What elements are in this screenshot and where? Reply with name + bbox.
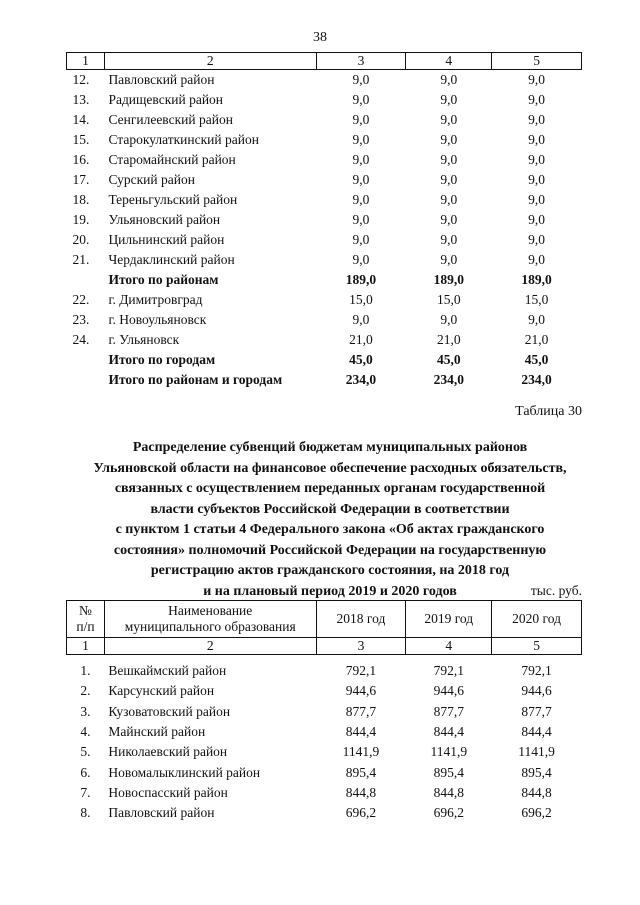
value-2020: 944,6	[521, 683, 552, 699]
column-index-cell: 1	[67, 53, 105, 70]
value-2018: 895,4	[345, 764, 377, 780]
row-number: 8.	[80, 805, 91, 821]
table-row	[67, 661, 582, 681]
table-row	[67, 230, 582, 250]
value-2019: 877,7	[433, 703, 464, 719]
value-2019: 189,0	[433, 272, 464, 287]
value-2018: 9,0	[352, 92, 370, 107]
title-line: состояния» полномочий Российской Федерации на государственную	[113, 542, 547, 558]
municipality-name: Итого по городам	[108, 352, 216, 367]
row-number: 19.	[72, 212, 90, 227]
municipality-name: Радищевский район	[108, 92, 224, 107]
row-number: 5.	[80, 744, 91, 760]
value-2018: 9,0	[352, 212, 370, 227]
title-line: с пунктом 1 статьи 4 Федерального закона «Об актах гражданского	[115, 522, 545, 537]
title-line: регистрацию актов гражданского состояния, на 2018 год	[150, 563, 510, 578]
municipality-name: г. Ульяновск	[108, 332, 180, 347]
value-2020: 895,4	[521, 764, 552, 780]
row-number: 17.	[72, 172, 90, 187]
value-2018: 1141,9	[342, 744, 380, 760]
row-number: 2.	[80, 683, 91, 699]
value-2019: 9,0	[440, 232, 458, 247]
row-number: 20.	[72, 232, 90, 247]
row-number	[67, 370, 105, 390]
column-index-row	[67, 638, 582, 655]
value-2019: 9,0	[440, 132, 458, 147]
value-2019: 1141,9	[430, 744, 468, 760]
value-2018: 9,0	[352, 112, 370, 127]
table-row	[67, 210, 582, 230]
table-row	[67, 190, 582, 210]
column-index-cell: 3	[316, 638, 406, 655]
value-2019: 696,2	[433, 805, 464, 821]
value-2020: 9,0	[528, 72, 546, 87]
column-index-cell: 5	[492, 638, 582, 655]
table-row	[67, 783, 582, 803]
value-2018: 9,0	[352, 232, 370, 247]
column-index-cell: 5	[492, 53, 582, 70]
value-2020: 234,0	[521, 372, 552, 387]
table-row	[67, 150, 582, 170]
column-index-cell: 2	[104, 638, 316, 655]
value-2019: 792,1	[433, 663, 464, 679]
municipality-name: Цильнинский район	[108, 232, 225, 247]
table-title	[40, 438, 620, 602]
municipality-name: Итого по районам и городам	[108, 372, 283, 387]
column-index-cell: 3	[316, 53, 406, 70]
value-2020: 9,0	[528, 232, 546, 247]
municipality-name: Павловский район	[108, 72, 215, 87]
value-2018: 9,0	[352, 192, 370, 207]
value-2020: 844,8	[521, 784, 552, 800]
row-number	[67, 270, 105, 290]
municipality-name: г. Новоульяновск	[108, 312, 207, 327]
value-2018: 944,6	[345, 683, 377, 699]
value-2020: 696,2	[521, 805, 552, 821]
municipality-name: Старомайнский район	[108, 152, 236, 167]
table-row	[67, 762, 582, 782]
value-2019: 234,0	[433, 372, 464, 387]
table-row	[67, 330, 582, 350]
value-2020: 9,0	[528, 252, 546, 267]
municipality-name: Тереньгульский район	[108, 192, 238, 207]
value-2019: 9,0	[440, 252, 458, 267]
municipality-name: Павловский район	[108, 805, 215, 821]
value-2020: 21,0	[524, 332, 549, 347]
row-number: 15.	[72, 132, 90, 147]
value-2020: 9,0	[528, 92, 546, 107]
row-number: 13.	[72, 92, 90, 107]
value-2018: 844,8	[345, 784, 377, 800]
units-label: тыс. руб.	[530, 583, 582, 598]
value-2019: 9,0	[440, 192, 458, 207]
row-number: 6.	[80, 764, 91, 780]
value-2018: 9,0	[352, 72, 370, 87]
table-row	[67, 742, 582, 762]
value-2018: 9,0	[352, 252, 370, 267]
page-number: 38	[313, 30, 327, 45]
value-2018: 696,2	[345, 805, 377, 821]
municipality-name: Старокулаткинский район	[108, 132, 259, 147]
table-row	[67, 110, 582, 130]
column-index-cell: 1	[67, 638, 105, 655]
value-2018: 15,0	[349, 292, 373, 307]
column-index-cell: 4	[406, 53, 492, 70]
column-index-row	[67, 53, 582, 70]
header-year-2018: 2018 год	[316, 601, 406, 638]
value-2020: 9,0	[528, 112, 546, 127]
row-number: 12.	[72, 72, 90, 87]
municipality-name: Вешкаймский район	[108, 663, 227, 679]
municipality-name: Чердаклинский район	[108, 252, 235, 267]
row-number: 14.	[72, 112, 90, 127]
value-2019: 21,0	[436, 332, 461, 347]
row-number: 21.	[72, 252, 90, 267]
header-municipality: Наименование муниципального образования	[104, 601, 316, 638]
total-row	[67, 370, 582, 390]
row-number: 4.	[80, 724, 91, 740]
subsidy-table-continued	[66, 52, 582, 390]
value-2019: 9,0	[440, 112, 458, 127]
row-number: 7.	[80, 784, 91, 800]
municipality-name: Новоспасский район	[108, 784, 228, 800]
value-2018: 234,0	[345, 372, 377, 387]
table-row	[67, 70, 582, 91]
value-2020: 9,0	[528, 212, 546, 227]
row-number: 3.	[80, 703, 91, 719]
value-2019: 9,0	[440, 92, 458, 107]
value-2020: 45,0	[524, 352, 549, 367]
table-row	[67, 722, 582, 742]
table-row	[67, 681, 582, 701]
row-number: 16.	[72, 152, 90, 167]
table-row	[67, 803, 582, 823]
value-2020: 9,0	[528, 192, 546, 207]
value-2020: 792,1	[521, 663, 552, 679]
table-label: Таблица 30	[515, 404, 582, 419]
header-year-2020: 2020 год	[492, 601, 582, 638]
municipality-name: Николаевский район	[108, 744, 228, 760]
value-2019: 944,6	[433, 683, 464, 699]
value-2019: 844,4	[433, 724, 464, 740]
value-2020: 844,4	[521, 724, 552, 740]
value-2020: 9,0	[528, 132, 546, 147]
value-2018: 9,0	[352, 152, 370, 167]
title-line: Распределение субвенций бюджетам муниципальных районов	[132, 440, 528, 455]
value-2018: 21,0	[349, 332, 373, 347]
value-2019: 895,4	[433, 764, 464, 780]
value-2019: 45,0	[436, 352, 461, 367]
value-2020: 9,0	[528, 152, 546, 167]
value-2018: 9,0	[352, 312, 370, 327]
value-2020: 9,0	[528, 312, 546, 327]
table-row	[67, 130, 582, 150]
municipality-name: Сенгилеевский район	[108, 112, 233, 127]
municipality-name: Майнский район	[108, 724, 206, 740]
row-number	[67, 350, 105, 370]
value-2019: 9,0	[440, 172, 458, 187]
row-number: 23.	[72, 312, 90, 327]
municipality-name: Сурский район	[108, 172, 195, 187]
header-number: № п/п	[67, 601, 105, 638]
row-number: 24.	[72, 332, 90, 347]
value-2019: 844,8	[433, 784, 464, 800]
municipality-name: г. Димитровград	[108, 292, 203, 307]
value-2018: 9,0	[352, 172, 370, 187]
header-row	[67, 601, 582, 638]
header-year-2019: 2019 год	[406, 601, 492, 638]
value-2018: 45,0	[349, 352, 373, 367]
row-number: 1.	[80, 663, 91, 679]
column-index-cell: 2	[104, 53, 316, 70]
value-2020: 1141,9	[518, 744, 555, 760]
municipality-name: Кузоватовский район	[108, 703, 231, 719]
municipality-name: Итого по районам	[108, 272, 219, 287]
title-line: и на плановый период 2019 и 2020 годов	[203, 583, 457, 599]
municipality-name: Карсунский район	[108, 683, 215, 699]
value-2020: 9,0	[528, 172, 546, 187]
table-row	[67, 310, 582, 330]
title-line: власти субъектов Российской Федерации в соответствии	[150, 501, 510, 517]
value-2018: 9,0	[352, 132, 370, 147]
value-2018: 189,0	[345, 272, 377, 287]
row-number: 22.	[72, 292, 90, 307]
column-index-cell: 4	[406, 638, 492, 655]
value-2019: 15,0	[436, 292, 461, 307]
value-2020: 189,0	[521, 272, 552, 287]
value-2018: 844,4	[345, 724, 377, 740]
municipality-name: Новомалыклинский район	[108, 764, 261, 780]
value-2019: 9,0	[440, 312, 458, 327]
value-2020: 15,0	[524, 292, 549, 307]
row-number: 18.	[72, 192, 90, 207]
table-row	[67, 290, 582, 310]
value-2019: 9,0	[440, 212, 458, 227]
table-row	[67, 702, 582, 722]
table-row	[67, 170, 582, 190]
total-row	[67, 350, 582, 370]
value-2018: 792,1	[345, 663, 377, 679]
municipality-name: Ульяновский район	[108, 212, 221, 227]
value-2019: 9,0	[440, 152, 458, 167]
value-2018: 877,7	[345, 703, 377, 719]
subsidy-distribution-table	[66, 600, 582, 823]
title-line: связанных с осуществлением переданных органам государственной	[114, 481, 546, 496]
value-2019: 9,0	[440, 72, 458, 87]
table-row	[67, 250, 582, 270]
value-2020: 877,7	[521, 703, 552, 719]
total-row	[67, 270, 582, 290]
table-row	[67, 90, 582, 110]
title-line: Ульяновской области на финансовое обеспечение расходных обязательств,	[93, 460, 567, 476]
